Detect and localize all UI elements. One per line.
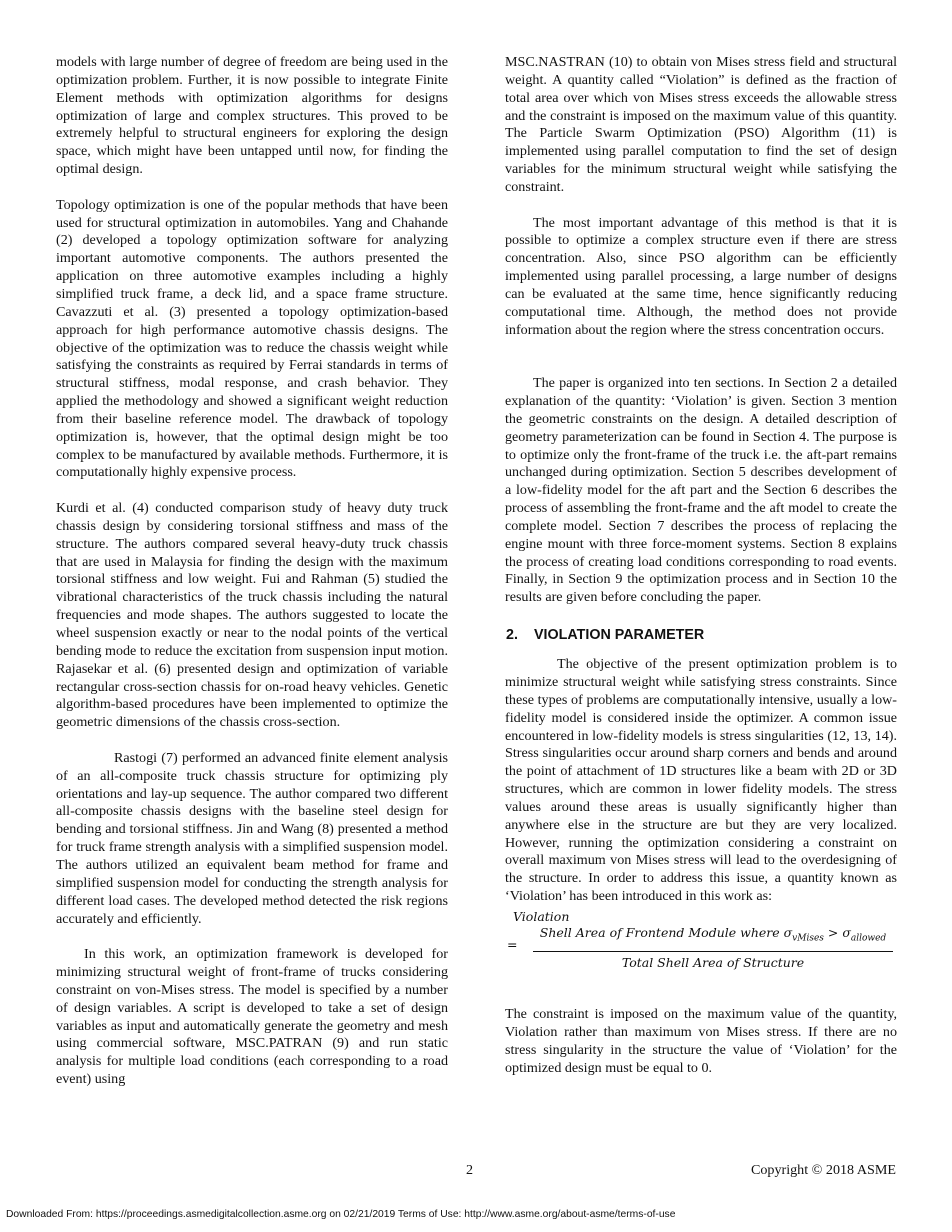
body-paragraph: MSC.NASTRAN (10) to obtain von Mises stress field and structural weight. A quantity called “Violation” is defined as the fraction of total area over which von Mises stress exceeds the allowable stress and the constraint is imposed on the maximum value of this quantity. The Particle Swarm Optimization (PSO) Algorithm (11) is implemented using parallel computation to find the set of design variables for the minimum structural weight while satisfying the constraint. (505, 54, 897, 195)
page-number: 2 (466, 1162, 474, 1178)
equation-fraction (533, 924, 893, 972)
copyright-notice: Copyright © 2018 ASME (750, 1162, 896, 1178)
equation-equals: = (507, 936, 518, 952)
equation-numerator: Shell Area of Frontend Module where $\sigma_{vMises} > \sigma_{allowed}$ (539, 924, 887, 944)
body-paragraph: Kurdi et al. (4) conducted comparison study of heavy duty truck chassis design by considering torsional stiffness and mass of the structure. The authors compared several heavy-duty truck chassis that are used in Malaysia for finding the design with the maximum torsional stiffness and low weight. Fui and Rahman (5) studied the vibrational characteristics of the truck chassis including the natural frequencies and mode shapes. The authors suggested to locate the wheel suspension exactly or near to the nodal points of the vertical bending mode to reduce the excitation from suspension input motion. Rajasekar et al. (6) presented design and optimization of variable rectangular cross-section chassis for on-road heavy vehicles. Genetic algorithm-based procedures have been implemented to optimize the geometric dimensions of the chassis cross-section. (56, 500, 448, 731)
equation-lhs: Violation (513, 908, 570, 924)
body-paragraph: models with large number of degree of freedom are being used in the optimization problem. Further, it is now possible to integrate Finite Element methods with optimization algorithms for designs optimization of large and complex structures. This proved to be extremely helpful to structural engineers for exploring the design space, which might have been untapped until now, for finding the optimal design. (56, 54, 448, 178)
violation-equation (505, 908, 897, 978)
body-paragraph: The paper is organized into ten sections. In Section 2 a detailed explanation of the quantity: ‘Violation’ is given. Section 3 mention the geometric constraints on the design. A detailed description of geometry parameterization can be found in Section 4. The purpose is to optimize only the front-frame of the truck i.e. the aft-part remains unchanged during optimization. Section 5 describes development of a low-fidelity model for the aft part and the Section 6 describes the process of assembling the front-frame and the aft model to create the complete model. Section 7 describes the process of replacing the engine mount with three force-moment systems. Section 8 explains the process of creating load conditions corresponding to road events. Finally, in Section 9 the optimization process and in Section 10 the results are given before concluding the paper. (505, 375, 897, 606)
body-paragraph: Rastogi (7) performed an advanced finite element analysis of an all-composite truck chassis structure for optimizing ply orientations and lay-up sequence. The author compared two different all-composite chassis designs with the baseline steel design for bending and torsional stiffness. Jin and Wang (8) presented a method for truck frame strength analysis with a simplified suspension model. The authors utilized an equivalent beam method for frame and simplified suspension model for conducting the strength analysis for different load cases. The developed method detected the risk regions accurately and efficiently. (56, 749, 448, 927)
body-paragraph: The constraint is imposed on the maximum value of the quantity, Violation rather than maximum von Mises stress. If there are no stress singularity in the structure the value of ‘Violation’ for the optimized design must be equal to 0. (505, 1005, 897, 1076)
section-title: VIOLATION PARAMETER (534, 627, 705, 644)
section-heading (505, 626, 897, 644)
equation-denominator: Total Shell Area of Structure (621, 955, 805, 971)
body-paragraph: The objective of the present optimization problem is to minimize structural weight while satisfying stress constraints. Since these types of problems are computationally intensive, usually a low-fidelity model is considered inside the optimizer. A common issue encountered in low-fidelity models is stress singularities (12, 13, 14). Stress singularities occur around sharp corners and bends and around the point of attachment of 1D structures like a beam with 2D or 3D structures, which are common in lower fidelity models. The stress values around these areas is usually significantly higher than anywhere else in the structure are but they are very localized. However, running the optimization considering a constraint on overall maximum von Mises stress will lead to the overdesigning of the structure. In order to address this issue, a quantity known as ‘Violation’ has been introduced in this work as: (505, 656, 897, 905)
section-number: 2. (506, 627, 518, 644)
body-paragraph: Topology optimization is one of the popular methods that have been used for structural optimization in automobiles. Yang and Chahande (2) developed a topology optimization software for analyzing important automotive components. The authors presented the application on three automotive examples including a highly simplified truck frame, a deck lid, and a space frame structure. Cavazzuti et al. (3) presented a topology optimization-based approach for high performance automotive chassis designs. The objective of the optimization was to reduce the chassis weight while satisfying the constraints as required by Ferrai standards in terms of structural stiffness, modal response, and crash behavior. They applied the methodology and showed a significant weight reduction from their baseline reference model. The drawback of topology optimization is, however, that the optimal design might be too complex to be manufactured by available methods. Furthermore, it is computationally highly expensive process. (56, 196, 448, 481)
right-column (505, 54, 897, 1077)
left-column (56, 54, 448, 1089)
body-paragraph: The most important advantage of this method is that it is possible to optimize a complex structure even if there are stress concentration. Also, since PSO algorithm can be efficiently implemented using parallel processing, a large number of designs can be evaluated at the same time, hence significantly reducing computational time. Although, the method does not provide information about the region where the stress concentration occurs. (505, 214, 897, 338)
fraction-bar (533, 951, 893, 952)
body-paragraph: In this work, an optimization framework is developed for minimizing structural weight of front-frame of trucks considering constraint on von-Mises stress. The model is specified by a number of design variables. A script is developed to take a set of design variables as input and automatically generate the geometry and mesh using commercial software, MSC.PATRAN (9) and run static analysis for multiple load conditions (each corresponding to a road event) using (56, 946, 448, 1088)
download-notice: Downloaded From: https://proceedings.asmedigitalcollection.asme.org on 02/21/2019 Terms of Use: http://www.asme.org/about-asme/terms-of-use (6, 1209, 676, 1220)
